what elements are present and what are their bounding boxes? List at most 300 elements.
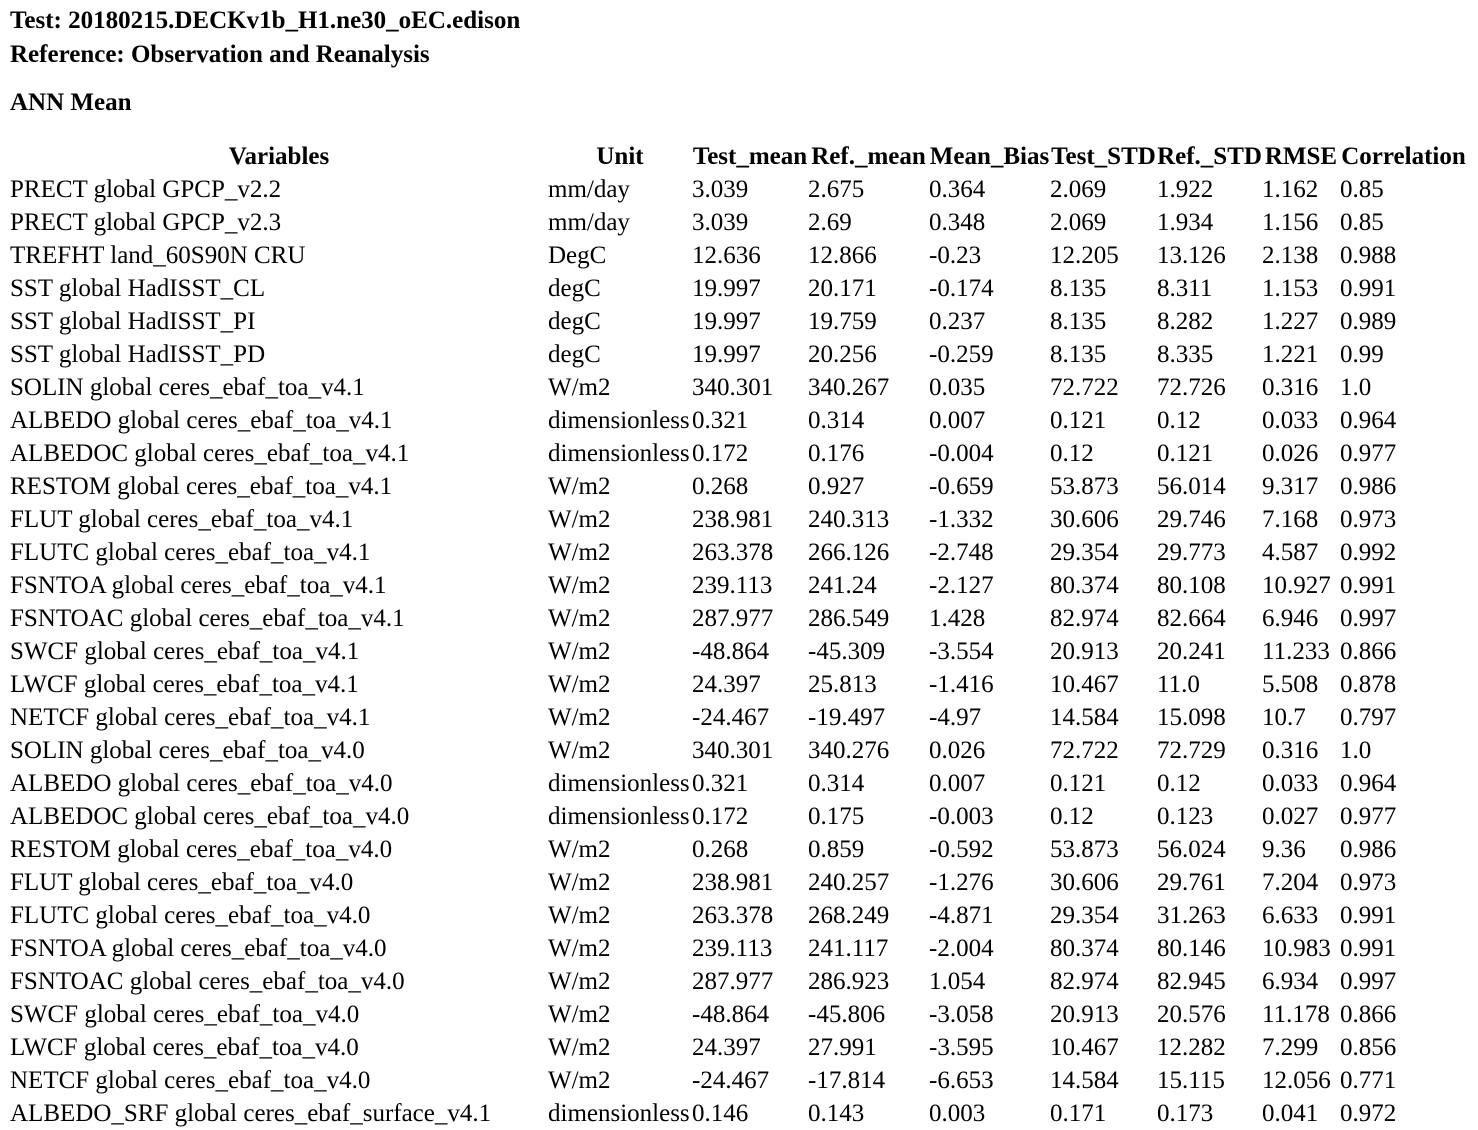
table-row [10,536,1467,569]
value-cell: 6.946 [1262,605,1319,632]
unit-cell: W/m2 [548,539,611,566]
value-cell: 0.85 [1340,209,1384,236]
unit-cell: mm/day [548,209,630,236]
value-cell: 0.972 [1340,1100,1397,1127]
value-cell: 0.314 [808,407,865,434]
column-header-mean-bias: Mean_Bias [929,143,1050,170]
unit-cell: W/m2 [548,1001,611,1028]
value-cell: 19.759 [808,308,877,335]
value-cell: 24.397 [692,1034,761,1061]
value-cell: 4.587 [1262,539,1319,566]
value-cell: -3.554 [929,638,994,665]
value-cell: 0.859 [808,836,865,863]
value-cell: 72.726 [1157,374,1226,401]
value-cell: 1.054 [929,968,986,995]
column-header-rmse: RMSE [1264,143,1338,170]
unit-cell: dimensionless [548,770,690,797]
table-row [10,701,1467,734]
value-cell: 0.927 [808,473,865,500]
value-cell: 30.606 [1050,869,1119,896]
value-cell: 241.117 [808,935,889,962]
value-cell: 240.257 [808,869,890,896]
unit-cell: degC [548,275,601,302]
value-cell: 268.249 [808,902,890,929]
value-cell: 82.945 [1157,968,1226,995]
value-cell: 53.873 [1050,473,1119,500]
value-cell: 1.227 [1262,308,1319,335]
variable-cell: SST global HadISST_PD [10,341,266,368]
reference-title: Reference: Observation and Reanalysis [10,41,430,68]
value-cell: 13.126 [1157,242,1226,269]
unit-cell: W/m2 [548,638,611,665]
value-cell: 9.36 [1262,836,1306,863]
value-cell: 0.977 [1340,803,1397,830]
value-cell: 0.991 [1340,935,1397,962]
value-cell: 14.584 [1050,1067,1119,1094]
value-cell: -45.309 [808,638,886,665]
value-cell: 72.729 [1157,737,1226,764]
value-cell: 2.069 [1050,209,1107,236]
value-cell: 0.316 [1262,737,1319,764]
value-cell: 80.374 [1050,935,1119,962]
value-cell: 263.378 [692,539,774,566]
value-cell: 15.115 [1157,1067,1225,1094]
value-cell: 1.153 [1262,275,1319,302]
value-cell: 0.176 [808,440,865,467]
value-cell: 3.039 [692,176,749,203]
column-header-ref-std: Ref._STD [1157,143,1262,170]
value-cell: 0.314 [808,770,865,797]
value-cell: -0.259 [929,341,994,368]
title-block [10,4,1478,72]
value-cell: 0.866 [1340,638,1397,665]
table-row [10,503,1467,536]
value-cell: 8.311 [1157,275,1213,302]
variable-cell: FSNTOA global ceres_ebaf_toa_v4.0 [10,935,387,962]
column-header-ref-mean: Ref._mean [811,143,926,170]
table-row [10,338,1467,371]
value-cell: 20.171 [808,275,877,302]
value-cell: -3.058 [929,1001,994,1028]
value-cell: 0.146 [692,1100,749,1127]
unit-cell: DegC [548,242,607,269]
value-cell: 1.162 [1262,176,1319,203]
value-cell: -2.127 [929,572,994,599]
value-cell: 286.549 [808,605,890,632]
value-cell: 20.241 [1157,638,1226,665]
value-cell: 266.126 [808,539,890,566]
value-cell: 31.263 [1157,902,1226,929]
value-cell: 0.121 [1050,770,1107,797]
value-cell: -1.416 [929,671,994,698]
value-cell: 0.172 [692,440,749,467]
table-row [10,1031,1467,1064]
variable-cell: ALBEDO global ceres_ebaf_toa_v4.0 [10,770,393,797]
value-cell: 0.997 [1340,605,1397,632]
table-body [10,173,1467,1130]
table-row [10,437,1467,470]
unit-cell: W/m2 [548,572,611,599]
variable-cell: FSNTOA global ceres_ebaf_toa_v4.1 [10,572,387,599]
variable-cell: TREFHT land_60S90N CRU [10,242,306,269]
season-heading: ANN Mean [10,89,132,116]
table-row [10,965,1467,998]
value-cell: 0.027 [1262,803,1319,830]
unit-cell: dimensionless [548,1100,690,1127]
table-row [10,800,1467,833]
variable-cell: SST global HadISST_PI [10,308,256,335]
value-cell: 0.988 [1340,242,1397,269]
value-cell: 1.0 [1340,737,1372,764]
value-cell: 0.12 [1050,803,1094,830]
value-cell: 8.282 [1157,308,1214,335]
value-cell: -2.004 [929,935,994,962]
table-row [10,602,1467,635]
value-cell: 9.317 [1262,473,1319,500]
value-cell: -0.592 [929,836,994,863]
value-cell: -24.467 [692,704,770,731]
value-cell: 0.85 [1340,176,1384,203]
value-cell: 0.175 [808,803,865,830]
value-cell: 0.035 [929,374,986,401]
value-cell: 0.12 [1050,440,1094,467]
value-cell: 19.997 [692,275,761,302]
value-cell: 10.7 [1262,704,1306,731]
value-cell: 19.997 [692,341,761,368]
column-header-test-mean: Test_mean [692,143,808,170]
value-cell: 0.977 [1340,440,1397,467]
value-cell: 0.986 [1340,836,1397,863]
value-cell: 0.856 [1340,1034,1397,1061]
value-cell: 29.761 [1157,869,1226,896]
value-cell: 0.121 [1050,407,1107,434]
value-cell: -17.814 [808,1067,886,1094]
unit-cell: W/m2 [548,737,611,764]
value-cell: 12.282 [1157,1034,1226,1061]
unit-cell: W/m2 [548,869,611,896]
value-cell: 0.237 [929,308,986,335]
variable-cell: FLUTC global ceres_ebaf_toa_v4.1 [10,539,371,566]
unit-cell: W/m2 [548,506,611,533]
value-cell: 0.321 [692,770,749,797]
value-cell: -24.467 [692,1067,770,1094]
variable-cell: LWCF global ceres_ebaf_toa_v4.0 [10,1034,359,1061]
table-head [10,140,1467,173]
value-cell: 340.301 [692,374,774,401]
value-cell: 0.964 [1340,770,1397,797]
value-cell: 0.123 [1157,803,1214,830]
value-cell: -45.806 [808,1001,886,1028]
value-cell: 0.143 [808,1100,865,1127]
value-cell: -3.595 [929,1034,994,1061]
unit-cell: W/m2 [548,1034,611,1061]
value-cell: 8.135 [1050,341,1107,368]
unit-cell: W/m2 [548,473,611,500]
variable-cell: ALBEDO_SRF global ceres_ebaf_surface_v4.1 [10,1100,492,1127]
value-cell: 29.746 [1157,506,1226,533]
value-cell: 12.056 [1262,1067,1331,1094]
variable-cell: SOLIN global ceres_ebaf_toa_v4.0 [10,737,365,764]
value-cell: 0.348 [929,209,986,236]
value-cell: 2.069 [1050,176,1107,203]
value-cell: 20.913 [1050,1001,1119,1028]
value-cell: 80.108 [1157,572,1226,599]
value-cell: 0.026 [929,737,986,764]
value-cell: 8.135 [1050,308,1107,335]
table-row [10,206,1467,239]
value-cell: 1.934 [1157,209,1214,236]
column-header-correlation: Correlation [1341,143,1466,170]
value-cell: 0.991 [1340,902,1397,929]
value-cell: 27.991 [808,1034,877,1061]
variable-cell: ALBEDOC global ceres_ebaf_toa_v4.0 [10,803,410,830]
value-cell: 0.003 [929,1100,986,1127]
value-cell: 72.722 [1050,374,1119,401]
value-cell: 340.267 [808,374,890,401]
value-cell: -4.871 [929,902,994,929]
unit-cell: W/m2 [548,704,611,731]
value-cell: 0.986 [1340,473,1397,500]
variable-cell: FLUT global ceres_ebaf_toa_v4.0 [10,869,354,896]
value-cell: 6.934 [1262,968,1319,995]
value-cell: 0.12 [1157,407,1201,434]
value-cell: 80.146 [1157,935,1226,962]
value-cell: 15.098 [1157,704,1226,731]
value-cell: 11.0 [1157,671,1200,698]
value-cell: -0.174 [929,275,994,302]
value-cell: 10.467 [1050,671,1119,698]
value-cell: 6.633 [1262,902,1319,929]
value-cell: 20.913 [1050,638,1119,665]
value-cell: -4.97 [929,704,982,731]
value-cell: 0.866 [1340,1001,1397,1028]
value-cell: 5.508 [1262,671,1319,698]
value-cell: 0.007 [929,770,986,797]
variable-cell: PRECT global GPCP_v2.2 [10,176,282,203]
value-cell: 0.321 [692,407,749,434]
variable-cell: SST global HadISST_CL [10,275,266,302]
value-cell: 0.973 [1340,506,1397,533]
value-cell: 0.797 [1340,704,1397,731]
value-cell: 239.113 [692,572,773,599]
test-title: Test: 20180215.DECKv1b_H1.ne30_oEC.edison [10,7,521,34]
value-cell: 14.584 [1050,704,1119,731]
table-row [10,371,1467,404]
value-cell: 29.354 [1050,539,1119,566]
value-cell: 0.121 [1157,440,1214,467]
unit-cell: W/m2 [548,902,611,929]
table-row [10,305,1467,338]
table-row [10,173,1467,206]
value-cell: 19.997 [692,308,761,335]
value-cell: 53.873 [1050,836,1119,863]
unit-cell: W/m2 [548,1067,611,1094]
value-cell: 0.99 [1340,341,1384,368]
value-cell: 0.771 [1340,1067,1397,1094]
value-cell: 1.221 [1262,341,1319,368]
value-cell: 20.576 [1157,1001,1226,1028]
unit-cell: W/m2 [548,935,611,962]
value-cell: 12.866 [808,242,877,269]
value-cell: 0.991 [1340,572,1397,599]
value-cell: 0.268 [692,836,749,863]
value-cell: 12.636 [692,242,761,269]
table-row [10,932,1467,965]
value-cell: 287.977 [692,605,774,632]
value-cell: 25.813 [808,671,877,698]
value-cell: 0.172 [692,803,749,830]
table-row [10,272,1467,305]
unit-cell: W/m2 [548,671,611,698]
unit-cell: degC [548,308,601,335]
value-cell: 286.923 [808,968,890,995]
variable-cell: ALBEDO global ceres_ebaf_toa_v4.1 [10,407,393,434]
variable-cell: NETCF global ceres_ebaf_toa_v4.0 [10,1067,371,1094]
table-row [10,1097,1467,1130]
value-cell: 8.135 [1050,275,1107,302]
value-cell: 0.364 [929,176,986,203]
unit-cell: dimensionless [548,440,690,467]
value-cell: 287.977 [692,968,774,995]
value-cell: 2.69 [808,209,852,236]
value-cell: 0.268 [692,473,749,500]
value-cell: 0.973 [1340,869,1397,896]
value-cell: 340.276 [808,737,890,764]
table-row [10,998,1467,1031]
value-cell: 20.256 [808,341,877,368]
table-row [10,833,1467,866]
value-cell: 0.12 [1157,770,1201,797]
variable-cell: ALBEDOC global ceres_ebaf_toa_v4.1 [10,440,410,467]
variable-cell: RESTOM global ceres_ebaf_toa_v4.1 [10,473,393,500]
value-cell: 7.168 [1262,506,1319,533]
variable-cell: NETCF global ceres_ebaf_toa_v4.1 [10,704,371,731]
value-cell: -1.332 [929,506,994,533]
value-cell: 72.722 [1050,737,1119,764]
metrics-table [10,140,1467,1130]
value-cell: 7.204 [1262,869,1319,896]
value-cell: 82.974 [1050,605,1119,632]
unit-cell: dimensionless [548,803,690,830]
value-cell: 56.024 [1157,836,1226,863]
value-cell: 29.354 [1050,902,1119,929]
unit-cell: W/m2 [548,374,611,401]
value-cell: 240.313 [808,506,890,533]
value-cell: -2.748 [929,539,994,566]
value-cell: -0.23 [929,242,982,269]
value-cell: 0.991 [1340,275,1397,302]
variable-cell: FLUTC global ceres_ebaf_toa_v4.0 [10,902,371,929]
value-cell: 0.171 [1050,1100,1107,1127]
table-row [10,1064,1467,1097]
value-cell: -6.653 [929,1067,994,1094]
value-cell: 8.335 [1157,341,1214,368]
table-row [10,239,1467,272]
value-cell: 0.033 [1262,770,1319,797]
value-cell: 241.24 [808,572,877,599]
value-cell: 2.675 [808,176,865,203]
variable-cell: FSNTOAC global ceres_ebaf_toa_v4.1 [10,605,405,632]
value-cell: 82.974 [1050,968,1119,995]
value-cell: 2.138 [1262,242,1319,269]
variable-cell: PRECT global GPCP_v2.3 [10,209,282,236]
unit-cell: W/m2 [548,968,611,995]
column-header-variables: Variables [228,143,330,170]
value-cell: 56.014 [1157,473,1226,500]
value-cell: 1.156 [1262,209,1319,236]
value-cell: 12.205 [1050,242,1119,269]
variable-cell: LWCF global ceres_ebaf_toa_v4.1 [10,671,359,698]
value-cell: 1.0 [1340,374,1372,401]
unit-cell: W/m2 [548,605,611,632]
table-row [10,668,1467,701]
value-cell: 0.033 [1262,407,1319,434]
value-cell: 1.922 [1157,176,1214,203]
value-cell: -19.497 [808,704,886,731]
variable-cell: RESTOM global ceres_ebaf_toa_v4.0 [10,836,393,863]
value-cell: 7.299 [1262,1034,1319,1061]
table-row [10,866,1467,899]
value-cell: 3.039 [692,209,749,236]
table-row [10,404,1467,437]
value-cell: 0.007 [929,407,986,434]
column-header-unit: Unit [596,143,644,170]
table-row [10,899,1467,932]
variable-cell: SWCF global ceres_ebaf_toa_v4.1 [10,638,360,665]
value-cell: 0.997 [1340,968,1397,995]
value-cell: 11.178 [1262,1001,1330,1028]
value-cell: 340.301 [692,737,774,764]
table-row [10,569,1467,602]
unit-cell: W/m2 [548,836,611,863]
value-cell: 24.397 [692,671,761,698]
value-cell: 29.773 [1157,539,1226,566]
table-row [10,767,1467,800]
value-cell: 0.041 [1262,1100,1319,1127]
value-cell: 238.981 [692,506,774,533]
table-row [10,635,1467,668]
value-cell: 10.983 [1262,935,1331,962]
value-cell: 1.428 [929,605,986,632]
value-cell: -0.003 [929,803,994,830]
value-cell: 30.606 [1050,506,1119,533]
value-cell: 82.664 [1157,605,1226,632]
table-header-row [10,140,1467,173]
table-row [10,470,1467,503]
value-cell: 0.964 [1340,407,1397,434]
value-cell: 239.113 [692,935,773,962]
value-cell: 263.378 [692,902,774,929]
value-cell: 0.173 [1157,1100,1214,1127]
value-cell: -1.276 [929,869,994,896]
value-cell: 0.989 [1340,308,1397,335]
value-cell: 10.927 [1262,572,1331,599]
value-cell: -48.864 [692,1001,770,1028]
column-header-test-std: Test_STD [1051,143,1156,170]
value-cell: 0.316 [1262,374,1319,401]
unit-cell: degC [548,341,601,368]
value-cell: 0.026 [1262,440,1319,467]
value-cell: -0.004 [929,440,994,467]
value-cell: 80.374 [1050,572,1119,599]
value-cell: -48.864 [692,638,770,665]
unit-cell: dimensionless [548,407,690,434]
variable-cell: FLUT global ceres_ebaf_toa_v4.1 [10,506,354,533]
value-cell: 10.467 [1050,1034,1119,1061]
value-cell: 0.992 [1340,539,1397,566]
value-cell: 11.233 [1262,638,1330,665]
table-row [10,734,1467,767]
